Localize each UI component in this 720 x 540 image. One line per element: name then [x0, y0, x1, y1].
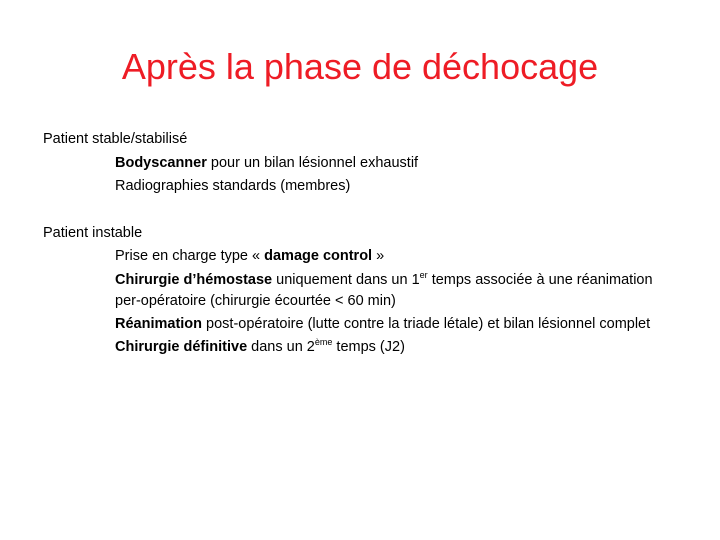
list-item [115, 336, 683, 360]
section-heading: Patient instable [43, 224, 143, 241]
bold-term: Réanimation [115, 315, 203, 332]
list-item: Radiographies standards (membres) [115, 178, 351, 194]
bold-term: Chirurgie d’hémostase [115, 271, 273, 288]
superscript: er [419, 269, 428, 280]
list-item [115, 152, 683, 176]
item-text: temps associée à une réanimation per-opératoire (chirurgie écourtée < 60 min) [115, 271, 653, 309]
section-heading: Patient stable/stabilisé [43, 131, 188, 147]
item-text: Prise en charge type « [115, 248, 265, 264]
slide-title: Après la phase de déchocage [121, 46, 599, 87]
list-item [115, 314, 677, 336]
item-text: uniquement dans un 1 [272, 271, 420, 288]
list-item [115, 270, 677, 313]
superscript: ème [314, 337, 333, 347]
list-item [115, 245, 683, 269]
bold-term: damage control [264, 248, 373, 264]
section-unstable [43, 222, 683, 360]
item-text: pour un bilan lésionnel exhaustif [206, 154, 419, 171]
slide-content [43, 128, 683, 360]
bold-term: Chirurgie définitive [115, 339, 248, 355]
section-stable [43, 128, 683, 199]
bold-term: Bodyscanner [115, 154, 207, 171]
item-text: dans un 2 [247, 339, 315, 355]
item-text: » [372, 248, 385, 264]
item-text: post-opératoire (lutte contre la triade létale) et bilan lésionnel complet [202, 315, 651, 332]
item-text: temps (J2) [332, 339, 405, 355]
